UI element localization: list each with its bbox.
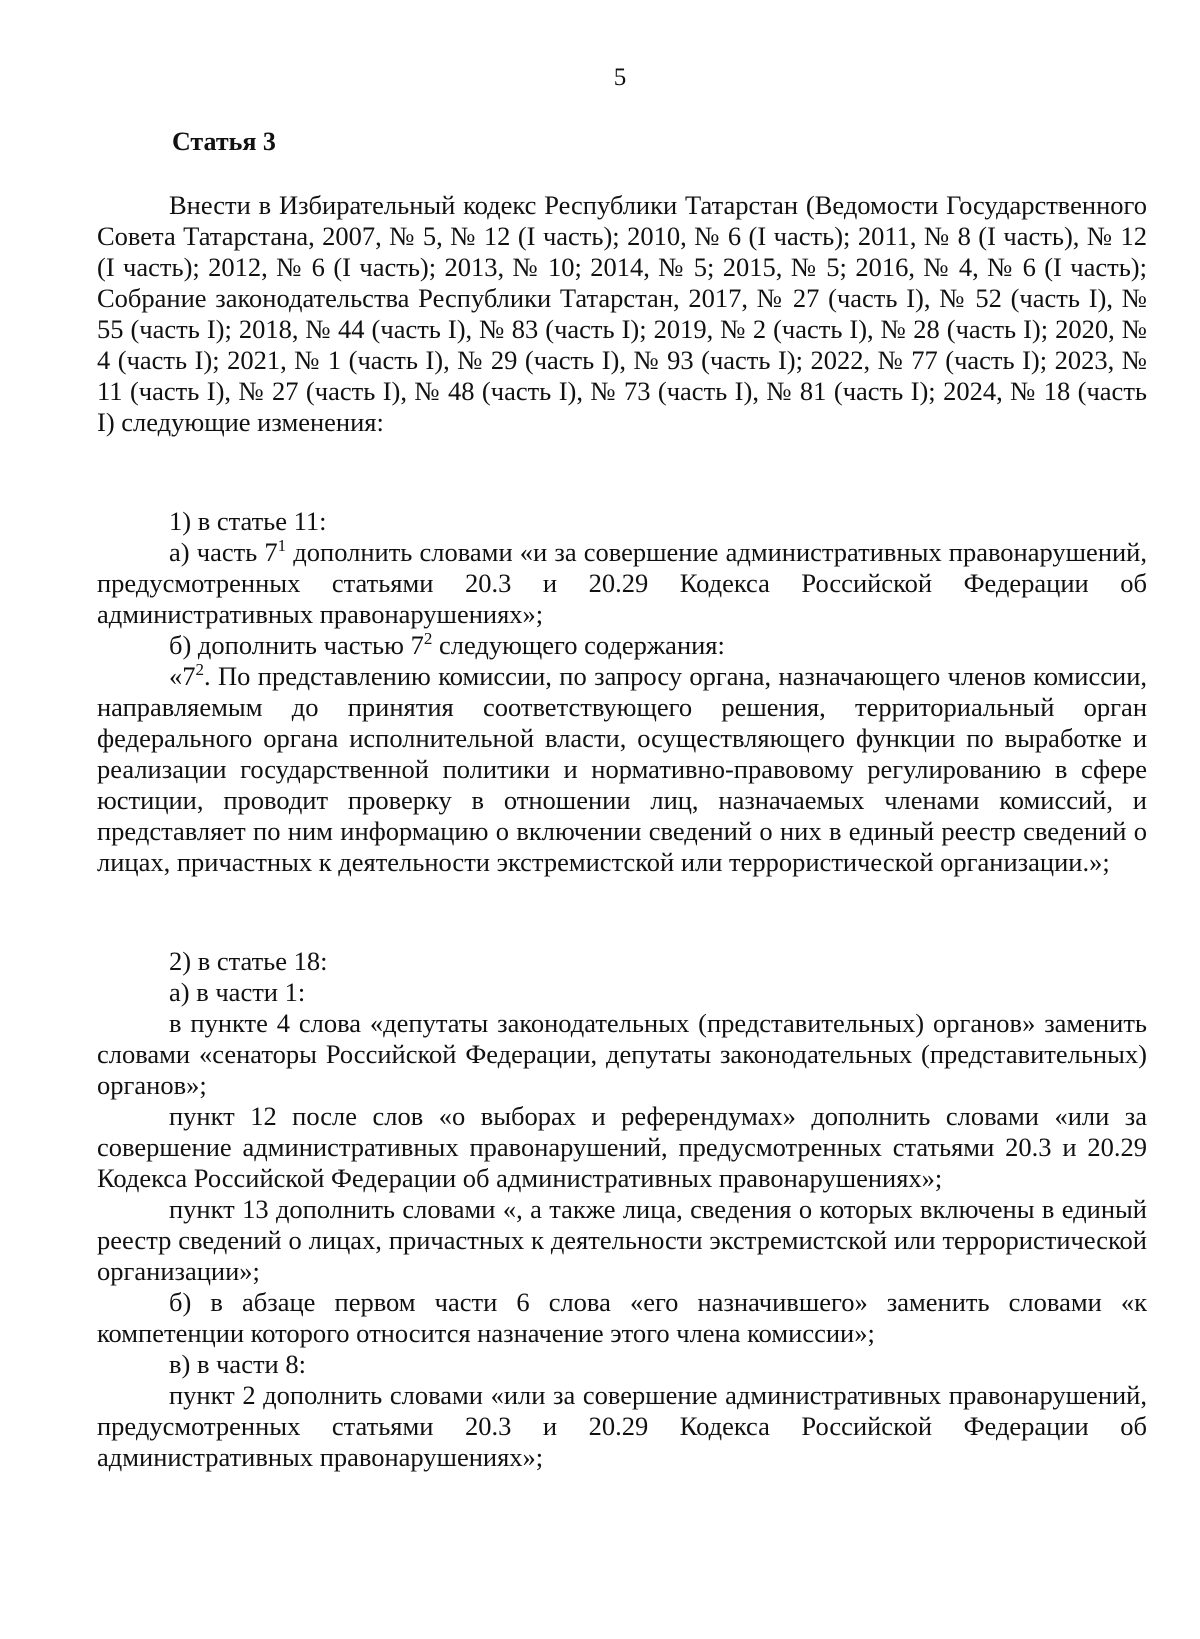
intro-block [97,190,1147,438]
intro-paragraph: Внести в Избирательный кодекс Республики Татарстан (Ведомости Государственного Совета Татарстана, 2007, № 5, № 12 (I часть); 2010, № 6 (I часть); 2011, № 8 (I часть), № 12 (I часть); 2012, № 6 (I часть); 2013, № 10; 2014, № 5; 2015, № 5; 2016, № 4, № 6 (I часть); Собрание законодательства Республики Татарстан, 2017, № 27 (часть I), № 52 (часть I), № 55 (часть I); 2018, № 44 (часть I), № 83 (часть I); 2019, № 2 (часть I), № 28 (часть I); 2020, № 4 (часть I); 2021, № 1 (часть I), № 29 (часть I), № 93 (часть I); 2022, № 77 (часть I); 2023, № 11 (часть I), № 27 (часть I), № 48 (часть I), № 73 (часть I), № 81 (часть I); 2024, № 18 (часть I) следующие изменения: [97,190,1147,437]
item-b-superscript: 2 [423,629,433,648]
quote-text-end: . По представлению комиссии, по запросу органа, назначающего членов комиссии, направляемым до принятия соответствующего решения, территориальный орган федерального органа исполнительной власти, осуществляющего функции по выработке и реализации государственной политики и нормативно-правовому регулированию в сфере юстиции, проводит проверку в отношении лиц, назначаемых членами комиссий, и представляет по ним информацию о включении сведений о них в единый реестр сведений о лицах, причастных к деятельности экстремистской или террористической организации.»; [97,661,1147,877]
section-1-block [97,506,1147,878]
section-2-item-a-heading: а) в части 1: [169,977,306,1007]
section-2-point-13: пункт 13 дополнить словами «, а также лица, сведения о которых включены в единый реестр сведений о лицах, причастных к деятельности экстремистской или террористической организации»; [97,1194,1147,1286]
item-a-superscript: 1 [277,536,287,555]
item-a-text-end: дополнить словами «и за совершение административных правонарушений, предусмотренных статьями 20.3 и 20.29 Кодекса Российской Федерации об административных правонарушениях»; [97,537,1147,629]
quote-superscript: 2 [195,660,204,679]
item-b-text-start: б) дополнить частью 7 [169,630,424,660]
section-2-block [97,946,1147,1473]
section-2-item-v-heading: в) в части 8: [169,1349,306,1379]
section-1-item-a [97,537,1147,630]
section-1-heading: 1) в статье 11: [169,506,327,536]
article-title: Статья 3 [172,127,276,156]
section-1-quote [97,661,1147,878]
item-b-text-end: следующего содержания: [432,630,725,660]
section-2-heading: 2) в статье 18: [169,946,328,976]
section-2-point-4: в пункте 4 слова «депутаты законодательных (представительных) органов» заменить словами «сенаторы Российской Федерации, депутаты законодательных (представительных) органов»; [97,1008,1147,1100]
section-1-item-b [97,630,1147,661]
section-2-point-12: пункт 12 после слов «о выборах и референдумах» дополнить словами «или за совершение административных правонарушений, предусмотренных статьями 20.3 и 20.29 Кодекса Российской Федерации об административных правонарушениях»; [97,1101,1147,1193]
item-a-text-start: а) часть 7 [169,537,278,567]
page-number: 5 [613,64,627,91]
section-2-item-v-point-2: пункт 2 дополнить словами «или за совершение административных правонарушений, предусмотренных статьями 20.3 и 20.29 Кодекса Российской Федерации об административных правонарушениях»; [97,1380,1147,1472]
quote-text-start: «7 [169,661,196,691]
section-2-item-b: б) в абзаце первом части 6 слова «его назначившего» заменить словами «к компетенции которого относится назначение этого члена комиссии»; [97,1287,1147,1348]
